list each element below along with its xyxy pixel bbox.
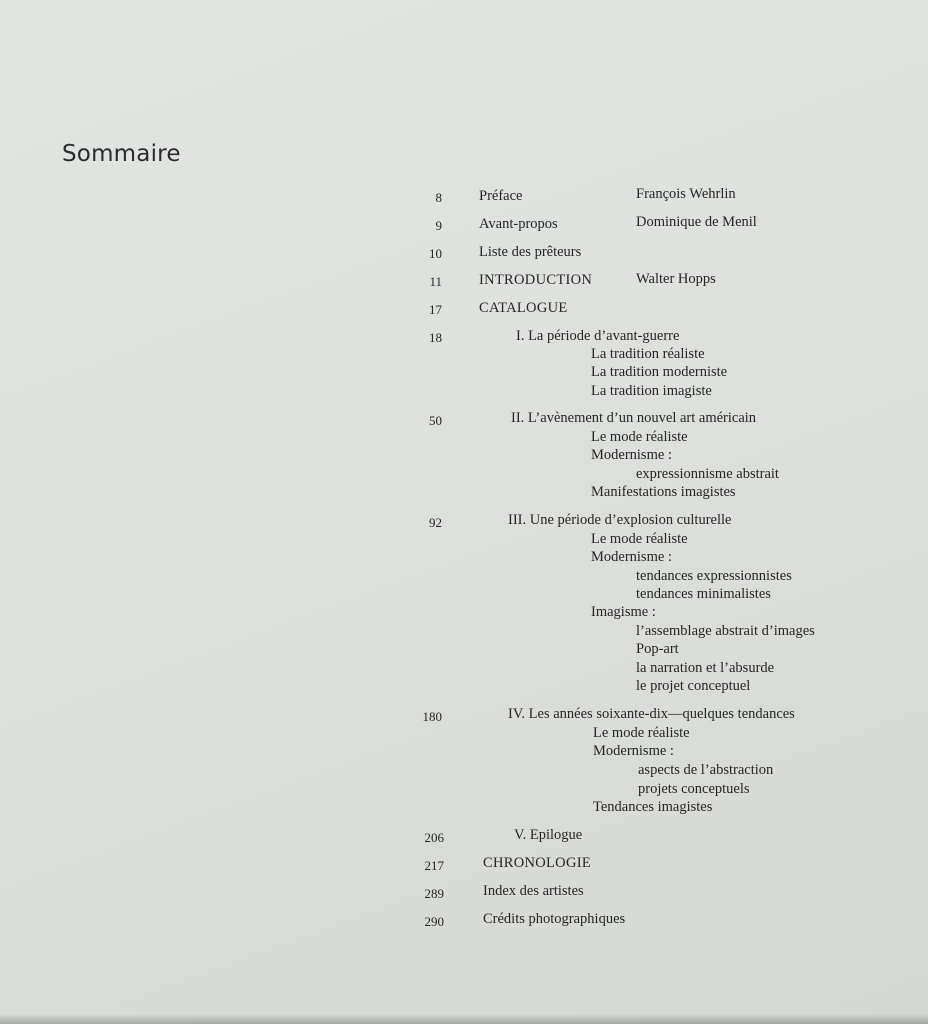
toc-entry-author: François Wehrlin: [636, 186, 736, 202]
toc-entry-label: Liste des prêteurs: [479, 244, 582, 260]
page-title: Sommaire: [62, 141, 181, 167]
toc-subsection: Manifestations imagistes: [591, 484, 736, 500]
toc-subsection: projets conceptuels: [638, 781, 750, 797]
toc-page-number: 92: [429, 515, 442, 530]
toc-subsection: La tradition réaliste: [591, 346, 705, 362]
toc-subsection: Le mode réaliste: [591, 531, 688, 547]
toc-subsection: tendances minimalistes: [636, 586, 771, 602]
toc-entry-author: Dominique de Menil: [636, 214, 757, 230]
toc-subsection: tendances expressionnistes: [636, 568, 792, 584]
toc-page-number: 10: [429, 246, 442, 261]
toc-subsection: aspects de l’abstraction: [638, 762, 774, 778]
toc-page-number: 18: [429, 330, 442, 345]
toc-subsection: Le mode réaliste: [591, 429, 688, 445]
toc-subsection: Imagisme :: [591, 604, 656, 620]
page-bottom-edge-shadow: [0, 1014, 928, 1024]
toc-section-heading: V. Epilogue: [514, 827, 583, 843]
toc-subsection: La tradition imagiste: [591, 383, 712, 399]
toc-subsection: expressionnisme abstrait: [636, 466, 779, 482]
toc-page-number: 206: [424, 830, 444, 845]
toc-entry-author: Walter Hopps: [636, 271, 716, 287]
toc-entry-label: Avant-propos: [479, 216, 558, 232]
toc-subsection: le projet conceptuel: [636, 678, 751, 694]
toc-page-number: 8: [435, 190, 442, 205]
toc-section-heading: IV. Les années soixante-dix—quelques tendances: [508, 706, 795, 722]
toc-entry-label: Préface: [479, 188, 523, 204]
toc-subsection: la narration et l’absurde: [636, 660, 775, 676]
toc-page-number: 217: [424, 858, 444, 873]
toc-page-number: 11: [429, 274, 442, 289]
toc-page-number: 180: [422, 709, 442, 724]
toc-page-number: 9: [435, 218, 442, 233]
toc-subsection: Modernisme :: [591, 549, 672, 565]
toc-subsection: Tendances imagistes: [593, 799, 713, 815]
toc-entry-label: CATALOGUE: [479, 300, 568, 316]
toc-page-number: 50: [429, 413, 442, 428]
toc-subsection: Modernisme :: [593, 743, 674, 759]
toc-entry-label: Index des artistes: [483, 883, 584, 899]
toc-subsection: l’assemblage abstrait d’images: [636, 623, 815, 639]
toc-entry-label: CHRONOLOGIE: [483, 855, 592, 871]
toc-entry-label: Crédits photographiques: [483, 911, 626, 927]
toc-page-number: 289: [424, 886, 444, 901]
toc-subsection: Modernisme :: [591, 447, 672, 463]
toc-subsection: Le mode réaliste: [593, 725, 690, 741]
toc-subsection: Pop-art: [636, 641, 679, 657]
toc-section-heading: I. La période d’avant-guerre: [516, 328, 680, 344]
toc-section-heading: II. L’avènement d’un nouvel art américain: [511, 410, 757, 426]
toc-page-number: 290: [424, 914, 444, 929]
toc-page-number: 17: [429, 302, 442, 317]
toc-section-heading: III. Une période d’explosion culturelle: [508, 512, 732, 528]
toc-entry-label: INTRODUCTION: [479, 272, 593, 288]
toc-subsection: La tradition moderniste: [591, 364, 728, 380]
